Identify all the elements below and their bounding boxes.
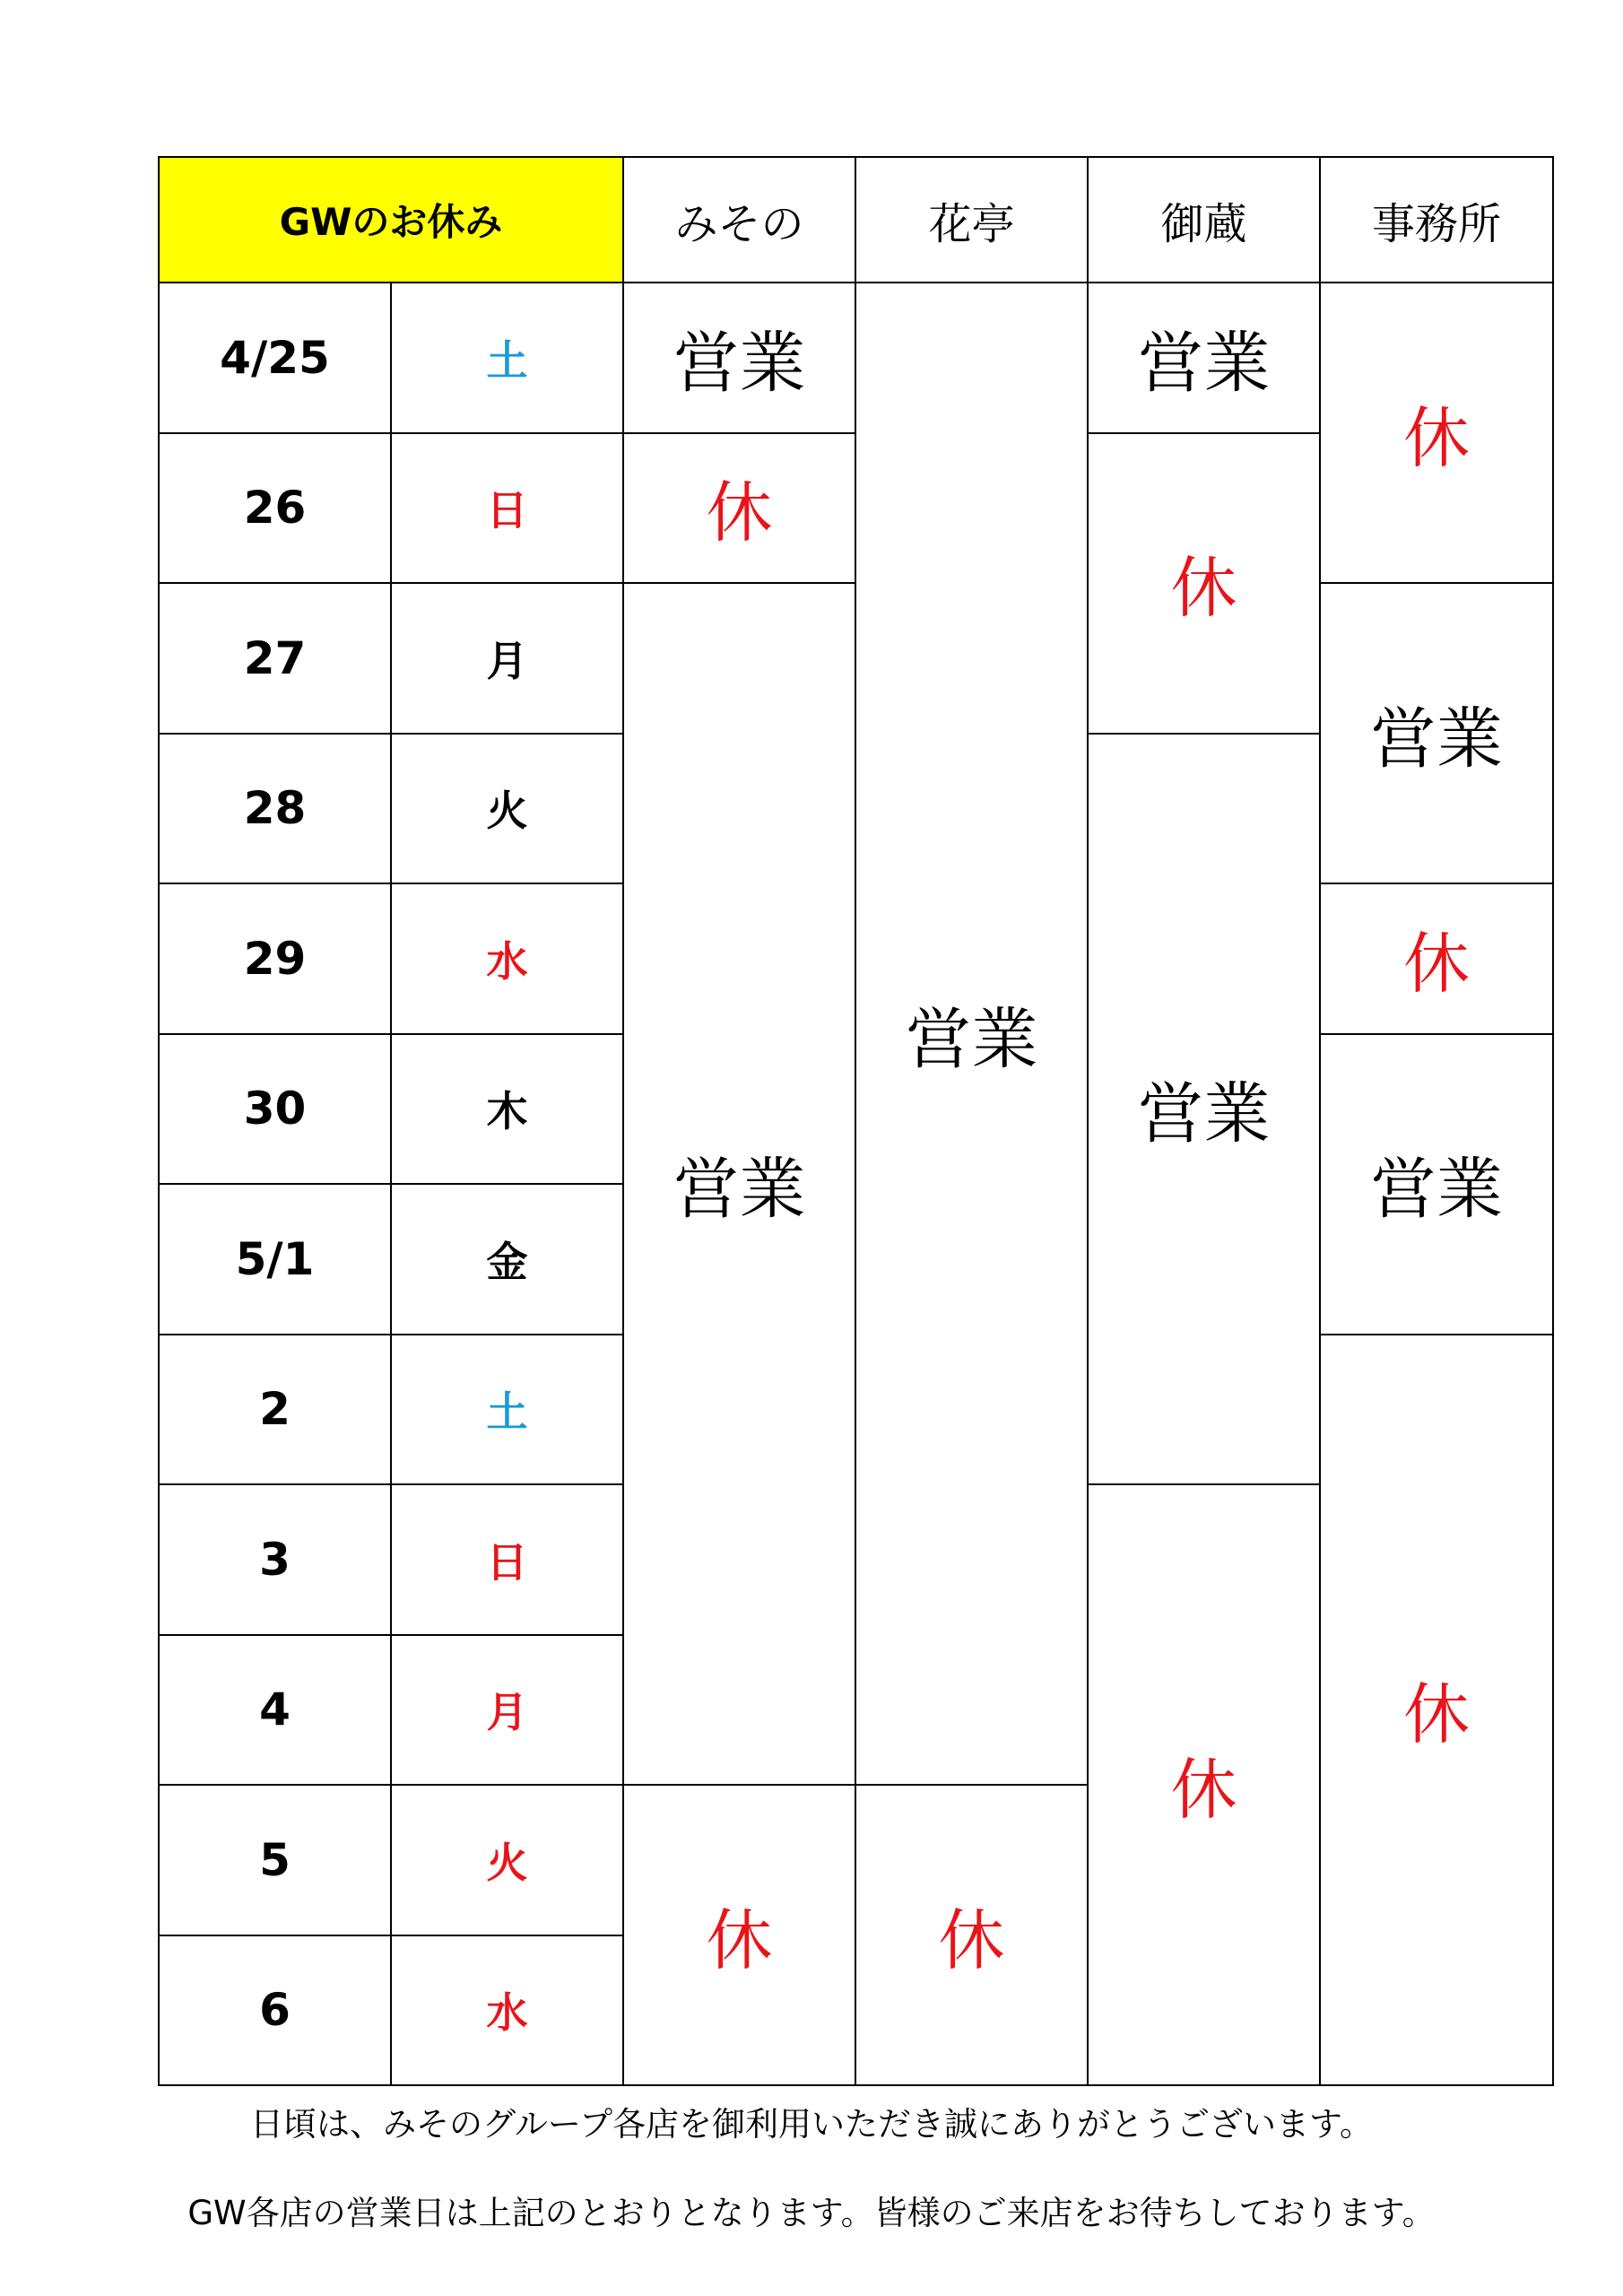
weekday-cell: 水 <box>391 883 623 1034</box>
footer-notice-text: GW各店の営業日は上記のとおりとなります。皆様のご来店をお待ちしております。 <box>187 2194 1436 2232</box>
office-status-cell: 休 <box>1320 283 1553 583</box>
date-cell: 26 <box>159 433 391 584</box>
office-status-cell: 営業 <box>1320 1034 1553 1335</box>
date-cell: 5/1 <box>159 1184 391 1335</box>
header-row <box>159 157 1553 283</box>
katei-status-cell: 営業 <box>855 283 1088 1785</box>
store-header-katei: 花亭 <box>855 157 1088 283</box>
misono-status-cell: 営業 <box>623 283 855 433</box>
date-cell: 5 <box>159 1785 391 1935</box>
weekday-cell: 火 <box>391 1785 623 1935</box>
date-cell: 30 <box>159 1034 391 1185</box>
day-row <box>159 283 1553 433</box>
store-header-misono: みその <box>623 157 855 283</box>
mikura-status-cell: 営業 <box>1088 734 1320 1485</box>
date-cell: 29 <box>159 883 391 1034</box>
gw-schedule-table <box>158 156 1554 2086</box>
weekday-cell: 土 <box>391 283 623 433</box>
misono-status-cell: 休 <box>623 433 855 584</box>
office-status-cell: 休 <box>1320 1335 1553 2086</box>
weekday-cell: 日 <box>391 1484 623 1635</box>
mikura-status-cell: 休 <box>1088 433 1320 734</box>
date-cell: 3 <box>159 1484 391 1635</box>
store-header-office: 事務所 <box>1320 157 1553 283</box>
weekday-cell: 日 <box>391 433 623 584</box>
footer-thanks-text: 日頃は、みそのグループ各店を御利用いただき誠にありがとうございます。 <box>249 2105 1374 2144</box>
table-title: GWのお休み <box>159 157 623 283</box>
katei-status-cell: 休 <box>855 1785 1088 2085</box>
weekday-cell: 火 <box>391 734 623 884</box>
weekday-cell: 水 <box>391 1935 623 2086</box>
weekday-cell: 木 <box>391 1034 623 1185</box>
date-cell: 4 <box>159 1635 391 1786</box>
misono-status-cell: 休 <box>623 1785 855 2085</box>
mikura-status-cell: 休 <box>1088 1484 1320 2085</box>
weekday-cell: 土 <box>391 1335 623 1485</box>
weekday-cell: 月 <box>391 583 623 734</box>
mikura-status-cell: 営業 <box>1088 283 1320 433</box>
office-status-cell: 休 <box>1320 883 1553 1034</box>
misono-status-cell: 営業 <box>623 583 855 1785</box>
store-header-mikura: 御蔵 <box>1088 157 1320 283</box>
date-cell: 2 <box>159 1335 391 1485</box>
date-cell: 27 <box>159 583 391 734</box>
weekday-cell: 月 <box>391 1635 623 1786</box>
date-cell: 4/25 <box>159 283 391 433</box>
office-status-cell: 営業 <box>1320 583 1553 883</box>
date-cell: 28 <box>159 734 391 884</box>
date-cell: 6 <box>159 1935 391 2086</box>
weekday-cell: 金 <box>391 1184 623 1335</box>
